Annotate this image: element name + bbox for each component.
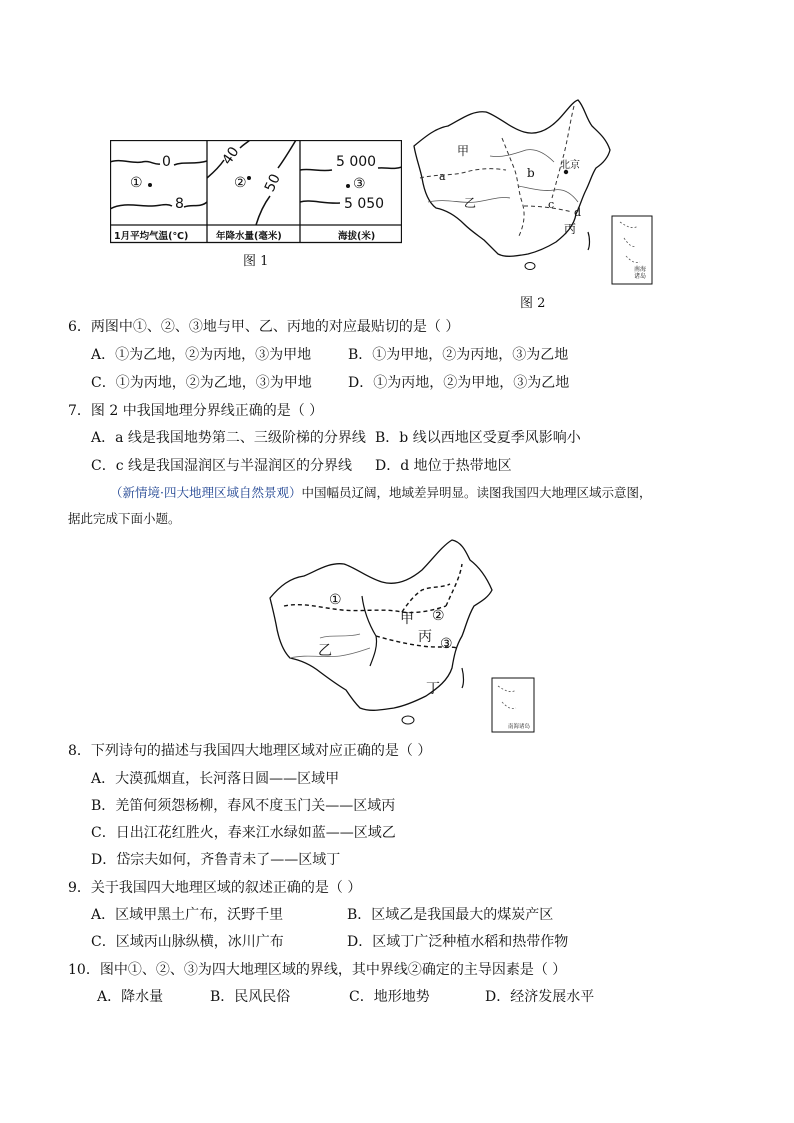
q8-option-b[interactable]: B．羌笛何须怨杨柳，春风不度玉门关——区域丙 [91,798,396,814]
fig1-iso-label: 5 000 [336,154,377,170]
q7-option-b[interactable]: B．b 线以西地区受夏季风影响小 [375,430,581,446]
q6-option-b[interactable]: B．①为甲地，②为丙地，③为乙地 [348,347,569,363]
context-line-2: 据此完成下面小题。 [68,511,181,526]
map3-label-c3: ③ [440,636,453,652]
q9-option-a[interactable]: A．区域甲黑土广布，沃野千里 [91,907,284,923]
fig1-iso-label: 50 [261,171,284,195]
context-line-1 [110,484,652,502]
q10-option-a[interactable]: A．降水量 [97,989,164,1005]
map-label-jia: 甲 [457,144,470,158]
question-6-stem: 6．两图中①、②、③地与甲、乙、丙地的对应最贴切的是（ ） [68,319,460,335]
fig1-iso-label: 40 [219,144,243,168]
fig1-point-label: ③ [353,176,366,192]
fig1-panel-label: 海拔(米) [338,231,376,242]
q7-option-c[interactable]: C．c 线是我国湿润区与半湿润区的分界线 [91,458,353,474]
q9-option-b[interactable]: B．区域乙是我国最大的煤炭产区 [347,907,554,923]
question-10-stem: 10．图中①、②、③为四大地理区域的界线，其中界线②确定的主导因素是（ ） [68,962,567,978]
map-label-c: c [548,198,555,211]
q10-option-b[interactable]: B．民风民俗 [210,989,291,1005]
q6-option-d[interactable]: D．①为丙地，②为甲地，③为乙地 [348,375,570,391]
question-9-stem: 9．关于我国四大地理区域的叙述正确的是（ ） [68,880,362,896]
map-label-beijing: 北京 [560,160,580,171]
q8-option-d[interactable]: D．岱宗夫如何，齐鲁青未了——区域丁 [91,852,341,868]
question-7-stem: 7．图 2 中我国地理分界线正确的是（ ） [68,403,324,419]
map3-label-c2: ② [432,608,445,624]
map-label-a: a [439,170,446,183]
map3-label-jia: 甲 [400,611,414,627]
four-regions-map-graphic [266,536,538,734]
q7-option-d[interactable]: D．d 地位于热带地区 [375,458,512,474]
map3-inset-label: 南海诸岛 [508,724,531,730]
q7-option-a[interactable]: A．a 线是我国地势第二、三级阶梯的分界线 [91,430,366,446]
fig1-point-label: ② [234,175,247,191]
fig1-iso-label: 0 [162,154,171,170]
q8-option-a[interactable]: A．大漠孤烟直，长河落日圆——区域甲 [91,771,340,787]
q9-option-d[interactable]: D．区域丁广泛种植水稻和热带作物 [347,934,569,950]
map3-label-c1: ① [329,592,342,608]
q6-option-a[interactable]: A．①为乙地，②为丙地，③为甲地 [91,347,312,363]
figure-2 [406,98,656,290]
fig1-iso-label: 5 050 [344,196,385,212]
map3-label-yi: 乙 [318,643,332,659]
china-map-graphic [406,98,656,290]
fig1-iso-label: 8 [175,196,184,212]
figure-1 [110,140,402,244]
figure-3 [266,536,538,734]
map-label-d: d [574,206,582,219]
fig1-point-label: ① [130,175,143,191]
fig1-panel-label: 1月平均气温(℃) [114,231,189,242]
map-label-b: b [527,166,535,180]
context-tag: （新情境·四大地理区域自然景观） [110,485,302,500]
map3-label-ding: 丁 [426,681,440,697]
context-text: 中国幅员辽阔，地域差异明显。读图我国四大地理区域示意图， [301,485,652,500]
q9-option-c[interactable]: C．区域丙山脉纵横，冰川广布 [91,934,284,950]
figure-1-caption: 图 1 [243,254,269,269]
map-label-yi: 乙 [464,196,477,210]
map-inset-label: 南海诸岛 [634,266,647,280]
q6-option-c[interactable]: C．①为丙地，②为乙地，③为甲地 [91,375,312,391]
map3-label-bing: 丙 [418,629,432,645]
fig1-panel-label: 年降水量(毫米) [216,231,282,242]
figure-2-caption: 图 2 [520,296,546,311]
map-label-bing: 丙 [564,222,577,236]
q10-option-d[interactable]: D．经济发展水平 [485,989,595,1005]
q8-option-c[interactable]: C．日出江花红胜火，春来江水绿如蓝——区域乙 [91,825,396,841]
question-8-stem: 8．下列诗句的描述与我国四大地理区域对应正确的是（ ） [68,743,432,759]
q10-option-c[interactable]: C．地形地势 [349,989,430,1005]
